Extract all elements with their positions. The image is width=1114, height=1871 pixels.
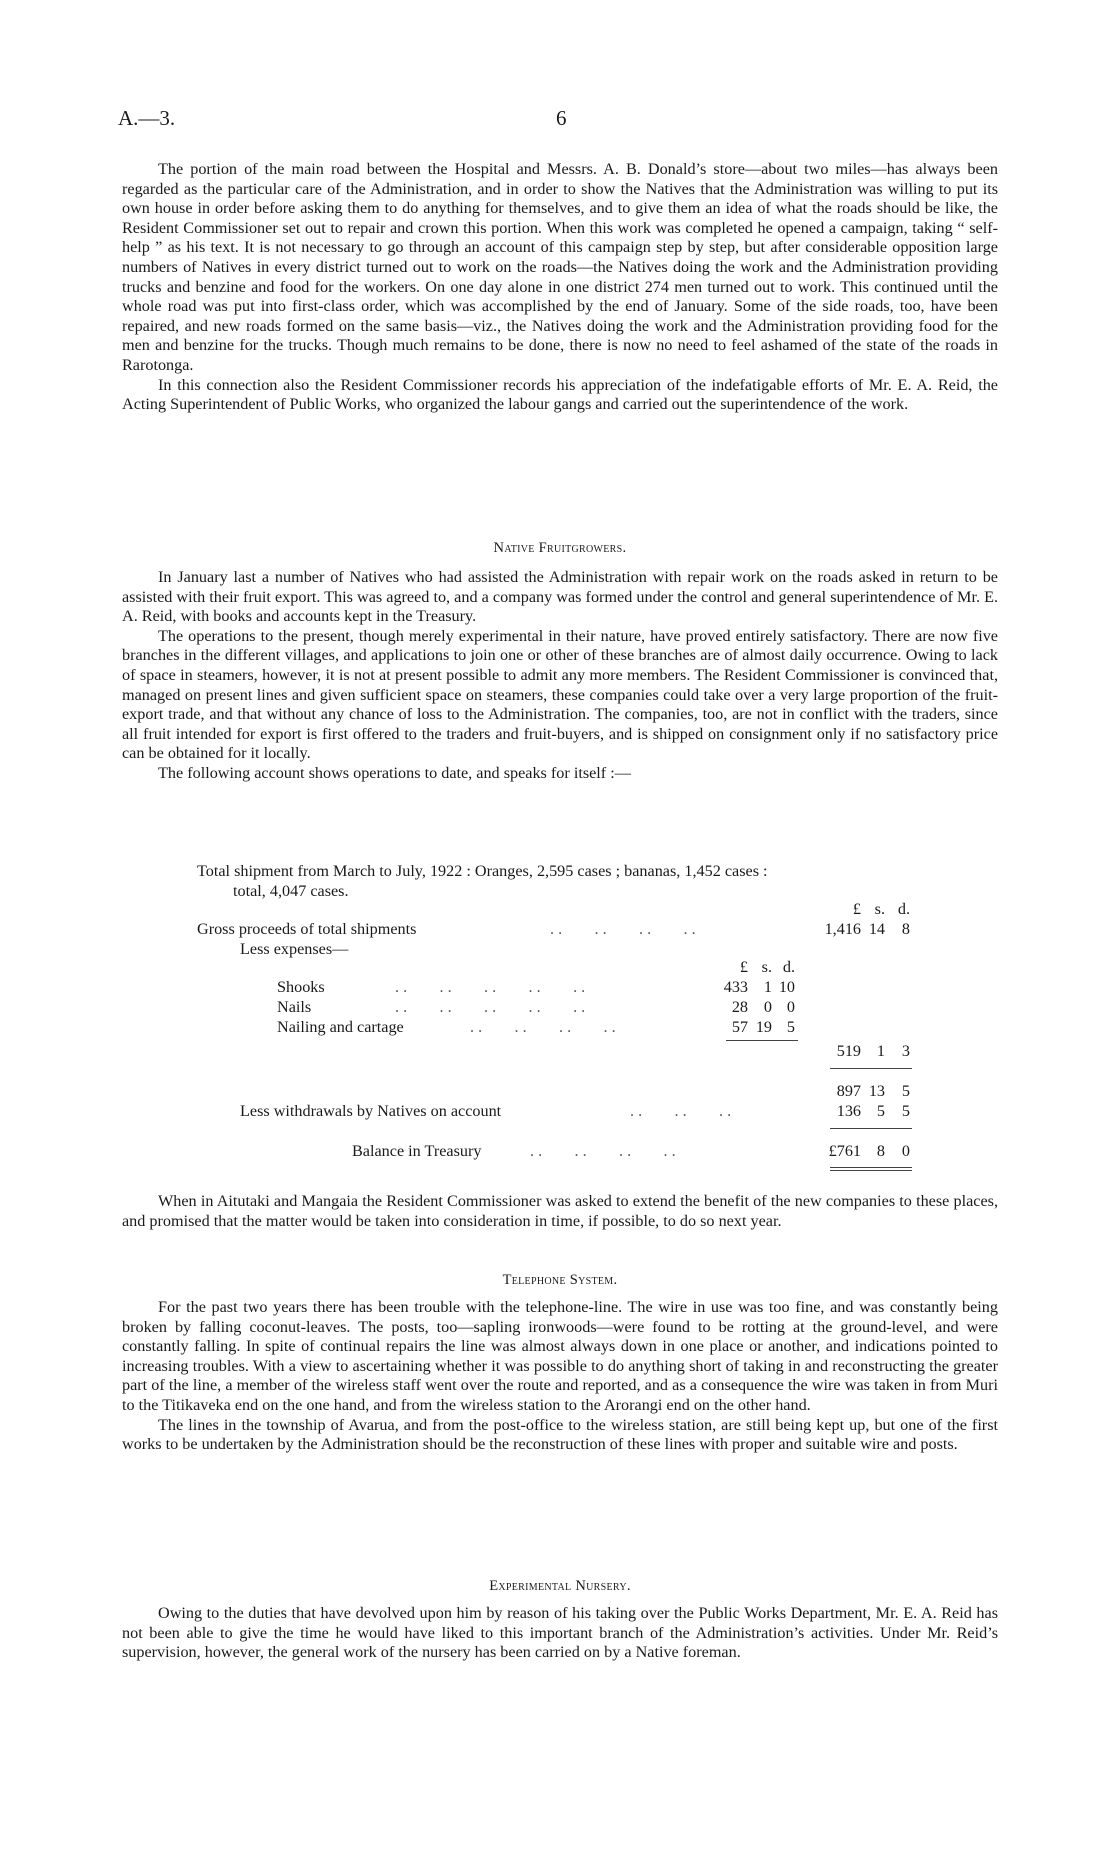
nails-shillings: 0 <box>763 998 772 1016</box>
net-pounds: 897 <box>836 1082 861 1100</box>
double-rule-top <box>830 1167 912 1168</box>
shipment-line-2: total, 4,047 cases. <box>233 882 349 900</box>
leader-dots: . . . . . . . . <box>550 920 696 938</box>
aitutaki-section <box>122 1192 998 1231</box>
telephone-paragraph-2: The lines in the township of Avarua, and from the post-office to the wireless station, are still being kept up, but one of the first works to be undertaken by the Administration should be the reconstruction of these lines with proper and suitable wire and posts. <box>122 1415 998 1454</box>
sub-header-pence: d. <box>782 958 795 976</box>
cartage-pence: 5 <box>786 1018 795 1036</box>
withdrawals-pence: 5 <box>901 1102 910 1120</box>
gross-pence: 8 <box>901 920 910 938</box>
withdrawals-label: Less withdrawals by Natives on account <box>240 1102 502 1120</box>
fruit-paragraph-1: In January last a number of Natives who had assisted the Administration with repair work on the roads asked in return to be assisted with their fruit export. This was agreed to, and a company was formed under the control and general superintendence of Mr. E. A. Reid, with books and accounts kept in the Treasury. <box>122 568 998 626</box>
header-pounds: £ <box>852 900 861 918</box>
nursery-heading: Experimental Nursery. <box>489 1578 631 1594</box>
subtotal-rule <box>726 1040 798 1041</box>
nails-pounds: 28 <box>731 998 748 1016</box>
leader-dots: . . . . . . . . . . <box>395 978 586 996</box>
gross-pounds: 1,416 <box>824 920 861 938</box>
shooks-label: Shooks <box>277 978 325 996</box>
nursery-paragraph: Owing to the duties that have devolved upon him by reason of his taking over the Public Works Department, Mr. E. A. Reid has not been able to give the time he would have liked to this important branch of the Administration’s activities. Under Mr. Reid’s supervision, however, the general work of the nursery has been carried on by a Native foreman. <box>122 1604 998 1662</box>
balance-label: Balance in Treasury <box>352 1142 482 1160</box>
balance-shillings: 8 <box>876 1142 885 1160</box>
shooks-shillings: 1 <box>763 978 772 996</box>
roads-section <box>122 160 998 415</box>
leader-dots: . . . . . . . . . . <box>395 998 586 1016</box>
cartage-pounds: 57 <box>731 1018 748 1036</box>
gross-shillings: 14 <box>868 920 885 938</box>
gross-proceeds-label: Gross proceeds of total shipments <box>197 920 417 938</box>
balance-pounds: £761 <box>828 1142 861 1160</box>
shipment-line-1: Total shipment from March to July, 1922 : Oranges, 2,595 cases ; bananas, 1,452 cases : <box>197 862 768 880</box>
expenses-pence: 3 <box>901 1042 910 1060</box>
header-shillings: s. <box>874 900 885 918</box>
withdrawals-shillings: 5 <box>876 1102 885 1120</box>
total-rule <box>830 1068 912 1069</box>
telephone-section <box>122 1298 998 1455</box>
fruit-paragraph-3: The following account shows operations to date, and speaks for itself :— <box>158 763 631 782</box>
sub-header-shillings: s. <box>761 958 772 976</box>
fruit-paragraph-2: The operations to the present, though merely experimental in their nature, have proved entirely satisfactory. There are now five branches in the different villages, and applications to join one or other of these branches are of almost daily occurrence. Owing to lack of space in steamers, however, it is not at present possible to admit any more members. The Resident Commissioner is convinced that, managed on present lines and given sufficient space on steamers, these companies could take over a very large proportion of the fruit-export trade, and that without any chance of loss to the Administration. The companies, too, are not in conflict with the traders, since all fruit intended for export is first offered to the traders and fruit-buyers, and is shipped on consignment only if no satisfactory price can be obtained for it locally. <box>122 626 998 763</box>
telephone-heading: Telephone System. <box>502 1272 618 1288</box>
net-shillings: 13 <box>868 1082 885 1100</box>
less-expenses-label: Less expenses— <box>240 940 349 958</box>
cartage-shillings: 19 <box>755 1018 772 1036</box>
shooks-pounds: 433 <box>723 978 748 996</box>
sub-header-pounds: £ <box>739 958 748 976</box>
fruitgrowers-heading: Native Fruitgrowers. <box>493 540 627 556</box>
expenses-shillings: 1 <box>876 1042 885 1060</box>
cartage-label: Nailing and cartage <box>277 1018 404 1036</box>
aitutaki-paragraph: When in Aitutaki and Mangaia the Resident Commissioner was asked to extend the benefit of the new companies to these places, and promised that the matter would be taken into consideration in time, if possible, to do so next year. <box>122 1192 998 1230</box>
header-pence: d. <box>897 900 910 918</box>
document-reference: A.—3. <box>118 106 176 130</box>
roads-paragraph-1: The portion of the main road between the Hospital and Messrs. A. B. Donald’s store—about two miles—has always been regarded as the particular care of the Administration, and in order to show the Natives that the Administration was willing to put its own house in order before asking them to do anything for themselves, and to give them an idea of what the roads should be like, the Resident Commissioner set out to repair and crown this portion. When this work was completed he opened a campaign, taking “ self-help ” as his text. It is not necessary to go through an account of this campaign step by step, but after considerable opposition large numbers of Natives in every district turned out to work on the roads—the Natives doing the work and the Administration providing trucks and benzine and food for the workers. On one day alone in one district 274 men turned out to work. This continued until the whole road was put into first-class order, which was accomplished by the end of January. Some of the side roads, too, have been repaired, and new roads formed on the same basis—viz., the Natives doing the work and the Administration providing food for the men and benzine for the trucks. Though much remains to be done, there is now no need to feel ashamed of the state of the roads in Rarotonga. <box>122 160 998 374</box>
leader-dots: . . . . . . . . <box>530 1142 676 1160</box>
balance-pence: 0 <box>901 1142 910 1160</box>
net-pence: 5 <box>901 1082 910 1100</box>
telephone-paragraph-1: For the past two years there has been trouble with the telephone-line. The wire in use was too fine, and was constantly being broken by falling coconut-leaves. The posts, too—sapling ironwoods—were found to be rotting at the ground-level, and were constantly falling. In spite of continual repairs the line was almost always down in one place or another, and indications pointed to increasing troubles. With a view to ascertaining whether it was possible to do anything short of taking in and reconstructing the greater part of the line, a member of the wireless staff went over the route and reported, and as a consequence the wire was taken in from Muri to the Titikaveka end on the one hand, and from the wireless station to the Arorangi end on the other hand. <box>122 1298 998 1414</box>
double-rule-bottom <box>830 1170 912 1171</box>
nails-pence: 0 <box>786 998 795 1016</box>
expenses-pounds: 519 <box>836 1042 861 1060</box>
nursery-section <box>122 1604 998 1663</box>
nails-label: Nails <box>277 998 312 1016</box>
shooks-pence: 10 <box>778 978 795 996</box>
leader-dots: . . . . . . . . <box>470 1018 616 1036</box>
balance-rule <box>830 1128 912 1129</box>
fruitgrowers-section <box>122 568 998 784</box>
leader-dots: . . . . . . <box>630 1102 732 1120</box>
page-number: 6 <box>556 106 567 130</box>
withdrawals-pounds: 136 <box>836 1102 861 1120</box>
roads-paragraph-2: In this connection also the Resident Commissioner records his appreciation of the indefatigable efforts of Mr. E. A. Reid, the Acting Superintendent of Public Works, who organized the labour gangs and carried out the superintendence of the work. <box>122 375 998 414</box>
